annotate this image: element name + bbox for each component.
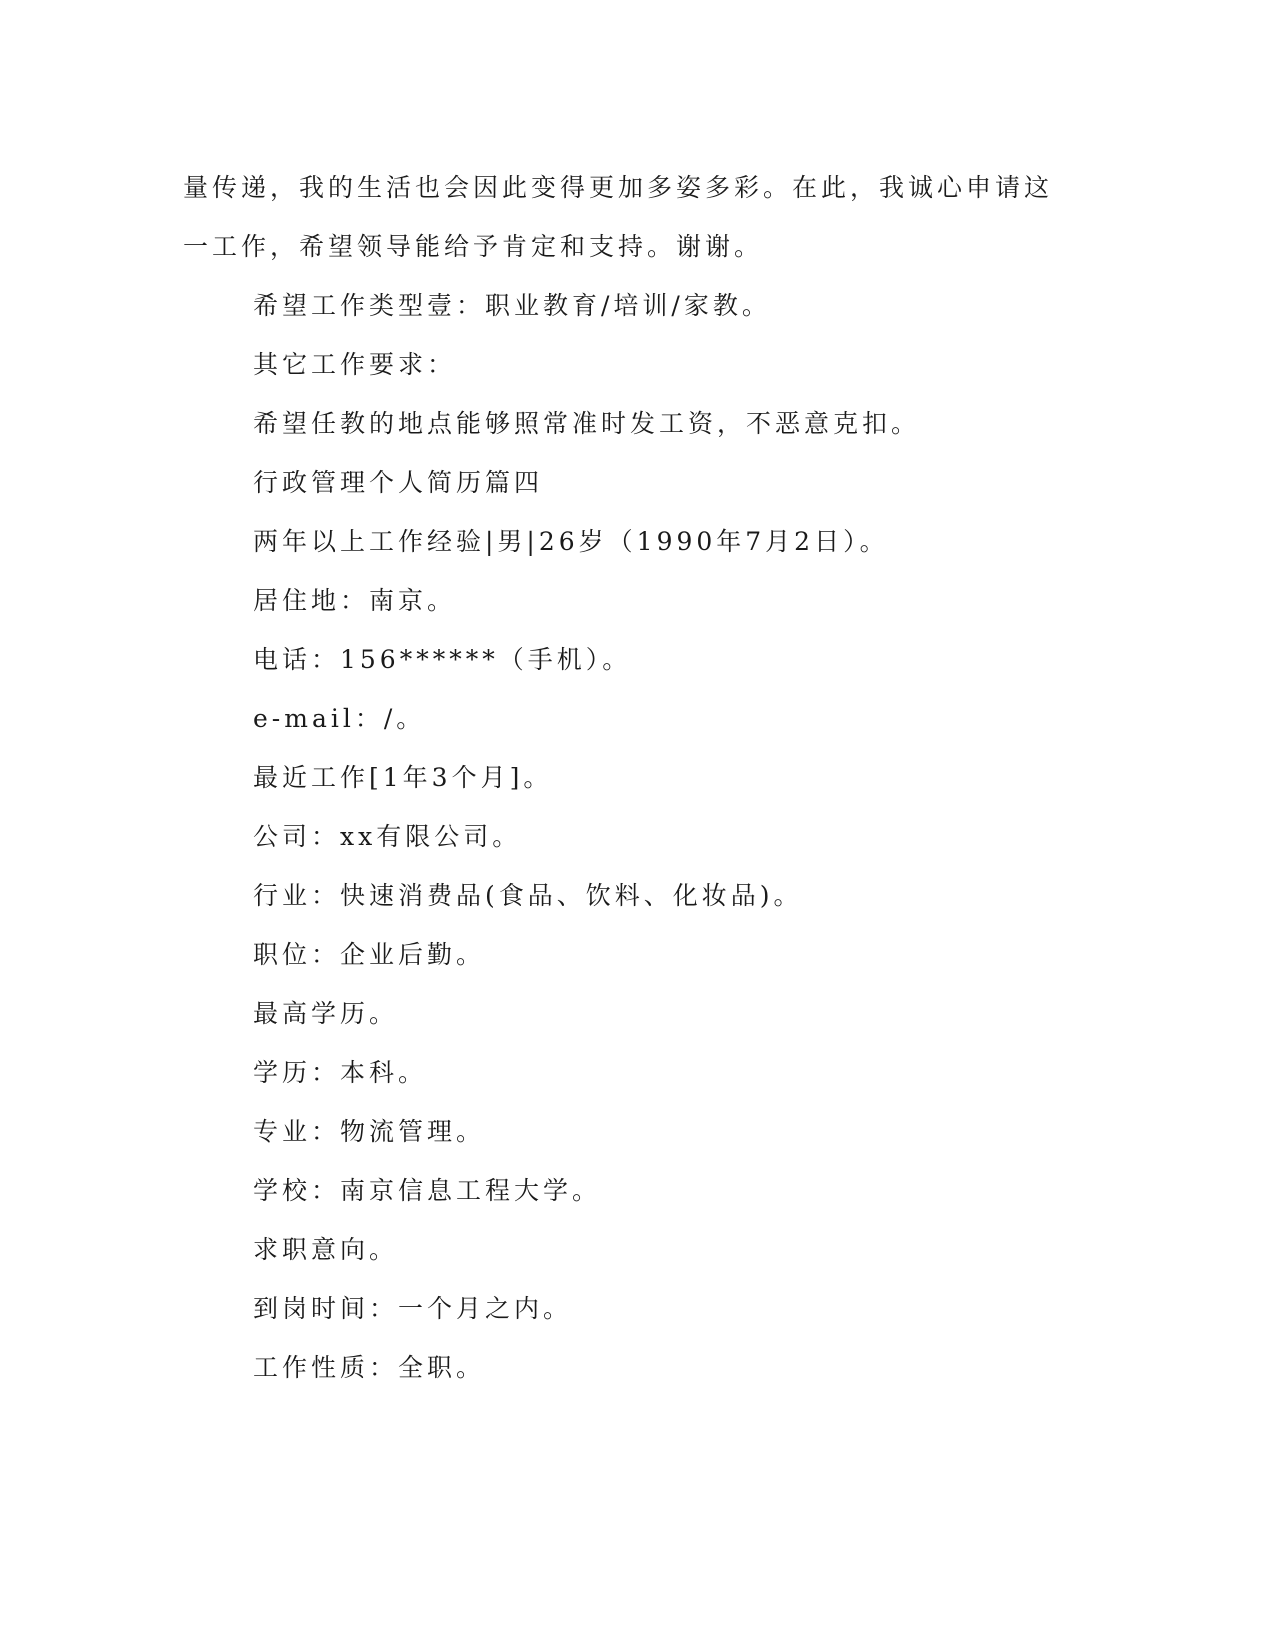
major: 专业：物流管理。 [253, 1117, 486, 1146]
other-requirements-text: 希望任教的地点能够照常准时发工资，不恶意克扣。 [253, 409, 921, 438]
position: 职位：企业后勤。 [253, 940, 486, 969]
residence: 居住地：南京。 [253, 586, 457, 615]
document-body [183, 158, 1063, 1397]
company: 公司：xx有限公司。 [253, 822, 522, 851]
recent-work: 最近工作[1年3个月]。 [253, 763, 553, 792]
section-title: 行政管理个人简历篇四 [253, 468, 544, 497]
job-intention-heading: 求职意向。 [253, 1235, 399, 1264]
email: e-mail：/。 [253, 704, 426, 733]
other-requirements-heading: 其它工作要求： [253, 350, 457, 379]
education-degree: 学历：本科。 [253, 1058, 428, 1087]
school: 学校：南京信息工程大学。 [253, 1176, 602, 1205]
paragraph-continuation-line-2: 一工作，希望领导能给予肯定和支持。谢谢。 [183, 232, 764, 261]
arrival-time: 到岗时间：一个月之内。 [253, 1294, 573, 1323]
highest-education-heading: 最高学历。 [253, 999, 399, 1028]
profile-summary: 两年以上工作经验|男|26岁（1990年7月2日）。 [253, 527, 889, 556]
paragraph-continuation-line-1: 量传递，我的生活也会因此变得更加多姿多彩。在此，我诚心申请这 [183, 173, 1054, 202]
desired-job-type: 希望工作类型壹：职业教育/培训/家教。 [253, 291, 771, 320]
industry: 行业：快速消费品(食品、饮料、化妆品)。 [253, 881, 803, 910]
job-nature: 工作性质：全职。 [253, 1353, 486, 1382]
phone: 电话：156******（手机）。 [253, 645, 632, 674]
